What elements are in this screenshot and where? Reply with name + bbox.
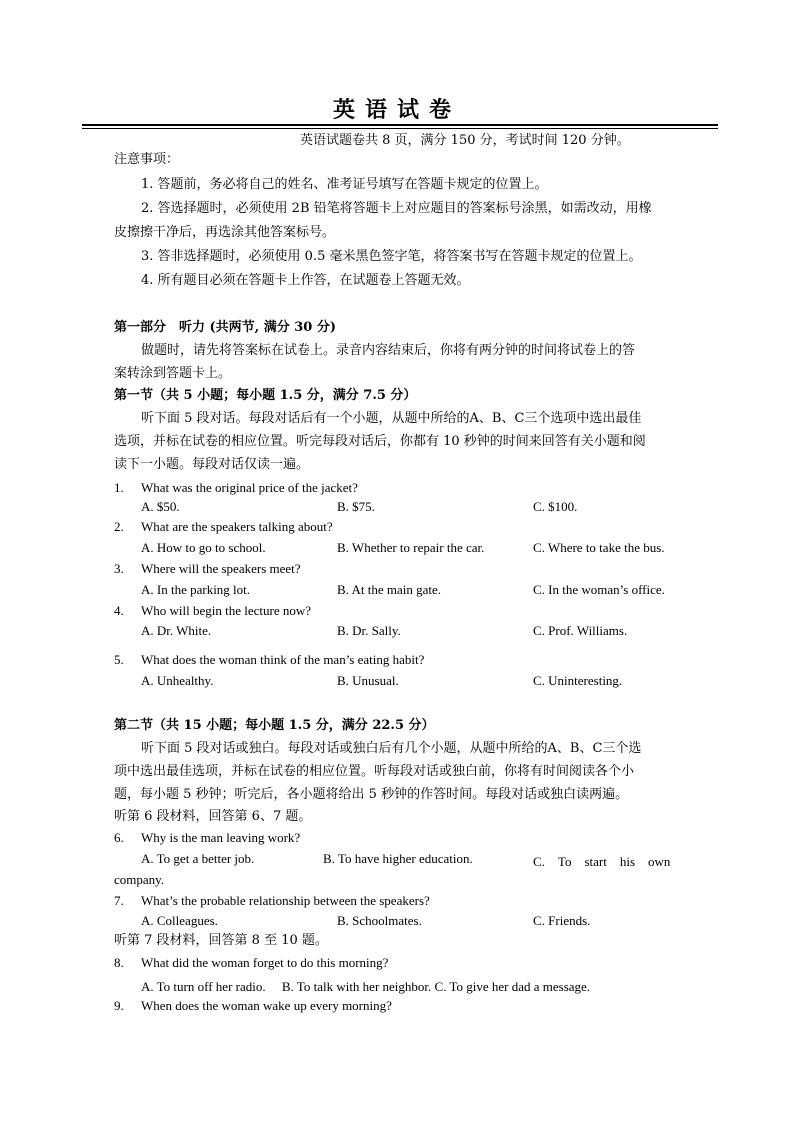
option-b: B. Dr. Sally. — [337, 623, 401, 638]
option-a: A. Unhealthy. — [141, 673, 214, 688]
section1-intro-2: 选项，并标在试卷的相应位置。听完每段对话后，你都有 10 秒钟的时间来回答有关小题和阅 — [114, 434, 646, 449]
question-number: 1. — [114, 480, 124, 495]
option-a: A. To get a better job. — [141, 851, 255, 866]
option-a: A. Dr. White. — [141, 623, 212, 638]
option-c-cont: company. — [114, 872, 165, 887]
option-c: C. Uninteresting. — [533, 673, 623, 688]
question-text: When does the woman wake up every morning? — [141, 998, 392, 1013]
option-c: C. In the woman’s office. — [533, 582, 665, 597]
option-c: C. $100. — [533, 499, 578, 514]
option-b: B. $75. — [337, 499, 375, 514]
question-number: 9. — [114, 998, 124, 1013]
option-a: A. How to go to school. — [141, 540, 266, 555]
part1-intro-cont: 案转涂到答题卡上。 — [114, 366, 232, 381]
option-c: C. Prof. Williams. — [533, 623, 628, 638]
title-rule-thick — [82, 124, 718, 126]
option-a: A. $50. — [141, 499, 180, 514]
question-text: What’s the probable relationship between the speakers? — [141, 893, 430, 908]
section2-intro: 听下面 5 段对话或独白。每段对话或独白后有几个小题，从题中所给的A、B、C三个选 — [141, 741, 642, 756]
page-title: 英语试卷 — [332, 98, 461, 123]
question-text: Where will the speakers meet? — [141, 561, 301, 576]
section2-intro-2: 项中选出最佳选项，并标在试卷的相应位置。听每段对话或独白前，你将有时间阅读各个小 — [114, 764, 635, 779]
note-item-4: 4. 所有题目必须在答题卡上作答，在试题卷上答题无效。 — [141, 273, 470, 288]
option-c: C. Where to take the bus. — [533, 540, 665, 555]
part1-heading: 第一部分 听力 (共两节, 满分 30 分) — [114, 320, 337, 335]
question-number: 4. — [114, 603, 124, 618]
section2-heading: 第二节（共 15 小题；每小题 1.5 分，满分 22.5 分） — [114, 718, 435, 733]
question-number: 6. — [114, 830, 124, 845]
note-item-1: 1. 答题前，务必将自己的姓名、准考证号填写在答题卡规定的位置上。 — [141, 177, 548, 192]
option-b: B. At the main gate. — [337, 582, 441, 597]
question-number: 2. — [114, 519, 124, 534]
question-number: 7. — [114, 893, 124, 908]
material-7-label: 听第 7 段材料，回答第 8 至 10 题。 — [114, 933, 328, 948]
section1-intro: 听下面 5 段对话。每段对话后有一个小题，从题中所给的A、B、C三个选项中选出最佳 — [141, 411, 642, 426]
question-number: 3. — [114, 561, 124, 576]
option-c: C. To start his own — [533, 854, 671, 869]
option-b: B. Schoolmates. — [337, 913, 422, 928]
option-b: B. To have higher education. — [323, 851, 473, 866]
option-a: A. In the parking lot. — [141, 582, 251, 597]
notes-heading: 注意事项： — [114, 152, 180, 167]
section2-intro-3: 题，每小题 5 秒钟；听完后，各小题将给出 5 秒钟的作答时间。每段对话或独白读两遍。 — [114, 787, 629, 802]
exam-info: 英语试题卷共 8 页，满分 150 分，考试时间 120 分钟。 — [300, 133, 630, 148]
question-text: Why is the man leaving work? — [141, 830, 301, 845]
section1-heading: 第一节（共 5 小题；每小题 1.5 分，满分 7.5 分） — [114, 388, 417, 403]
question-number: 5. — [114, 652, 124, 667]
option-c: C. Friends. — [533, 913, 591, 928]
question-text: What did the woman forget to do this morning? — [141, 955, 389, 970]
material-6-label: 听第 6 段材料，回答第 6、7 题。 — [114, 809, 312, 824]
question-text: What are the speakers talking about? — [141, 519, 333, 534]
note-item-3: 3. 答非选择题时，必须使用 0.5 毫米黑色签字笔，将答案书写在答题卡规定的位置上。 — [141, 249, 642, 264]
section1-intro-3: 读下一小题。每段对话仅读一遍。 — [114, 457, 310, 472]
option-b: B. Unusual. — [337, 673, 399, 688]
question-text: What does the woman think of the man’s eating habit? — [141, 652, 425, 667]
options-line: A. To turn off her radio. B. To talk with her neighbor. C. To give her dad a message. — [141, 979, 591, 994]
option-b: B. Whether to repair the car. — [337, 540, 485, 555]
question-number: 8. — [114, 955, 124, 970]
option-a: A. Colleagues. — [141, 913, 218, 928]
question-text: Who will begin the lecture now? — [141, 603, 312, 618]
question-text: What was the original price of the jacket? — [141, 480, 358, 495]
part1-intro: 做题时，请先将答案标在试卷上。录音内容结束后，你将有两分钟的时间将试卷上的答 — [141, 343, 636, 358]
note-item-2: 2. 答选择题时，必须使用 2B 铅笔将答题卡上对应题目的答案标号涂黑，如需改动，用橡 — [141, 201, 652, 216]
note-item-2-cont: 皮擦擦干净后，再选涂其他答案标号。 — [114, 225, 336, 240]
